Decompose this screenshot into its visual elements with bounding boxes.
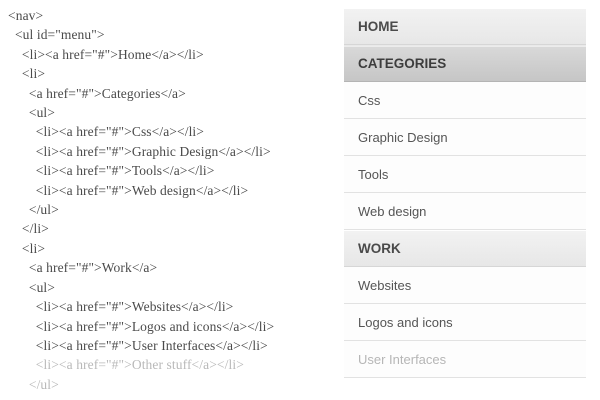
menu-item-label: Logos and icons xyxy=(358,314,453,330)
menu-item[interactable] xyxy=(344,119,586,156)
code-line: <li><a href="#">Css</a></li> xyxy=(8,124,205,140)
menu-item-label: Websites xyxy=(358,277,412,293)
code-line: <li><a href="#">Websites</a></li> xyxy=(8,299,234,315)
menu-item-label: Tools xyxy=(358,166,389,182)
menu-item[interactable] xyxy=(344,341,586,378)
code-line: <li><a href="#">Other stuff</a></li> xyxy=(8,357,244,373)
code-line: <li><a href="#">Home</a></li> xyxy=(8,46,204,62)
code-line: <ul> xyxy=(8,105,55,121)
menu-item-label: HOME xyxy=(358,19,399,34)
code-line: <li><a href="#">Graphic Design</a></li> xyxy=(8,143,271,159)
menu-item-label: Web design xyxy=(358,203,427,219)
menu-item-label: CATEGORIES xyxy=(358,56,447,71)
menu-item-label: WORK xyxy=(358,241,401,256)
nav-menu xyxy=(344,8,586,378)
code-line: <ul> xyxy=(8,279,55,295)
menu-item[interactable] xyxy=(344,304,586,341)
code-line: <li><a href="#">User Interfaces</a></li> xyxy=(8,337,268,353)
menu-item[interactable] xyxy=(344,267,586,304)
code-line: <li><a href="#">Tools</a></li> xyxy=(8,163,215,179)
code-line: <nav> xyxy=(8,8,44,23)
code-line: <a href="#">Work</a> xyxy=(8,260,158,276)
menu-item-label: User Interfaces xyxy=(358,351,447,367)
code-line: </ul> xyxy=(8,376,59,392)
code-line: <li><a href="#">Web design</a></li> xyxy=(8,182,249,198)
menu-item[interactable] xyxy=(344,156,586,193)
code-line: <li> xyxy=(8,240,46,256)
rendered-menu-pane xyxy=(330,0,600,400)
code-line: </li> xyxy=(8,221,49,237)
code-lines xyxy=(8,6,330,394)
menu-item-label: Css xyxy=(358,92,381,108)
code-line: <a href="#">Categories</a> xyxy=(8,85,186,101)
code-line: <li><a href="#">Logos and icons</a></li> xyxy=(8,318,275,334)
menu-item[interactable] xyxy=(344,82,586,119)
menu-item[interactable] xyxy=(344,230,586,267)
menu-item[interactable] xyxy=(344,193,586,230)
code-line: <li> xyxy=(8,66,46,82)
code-line: </ul> xyxy=(8,202,59,218)
menu-item-label: Graphic Design xyxy=(358,129,448,145)
menu-item[interactable] xyxy=(344,45,586,82)
code-line: <ul id="menu"> xyxy=(8,27,105,43)
menu-item[interactable] xyxy=(344,8,586,45)
